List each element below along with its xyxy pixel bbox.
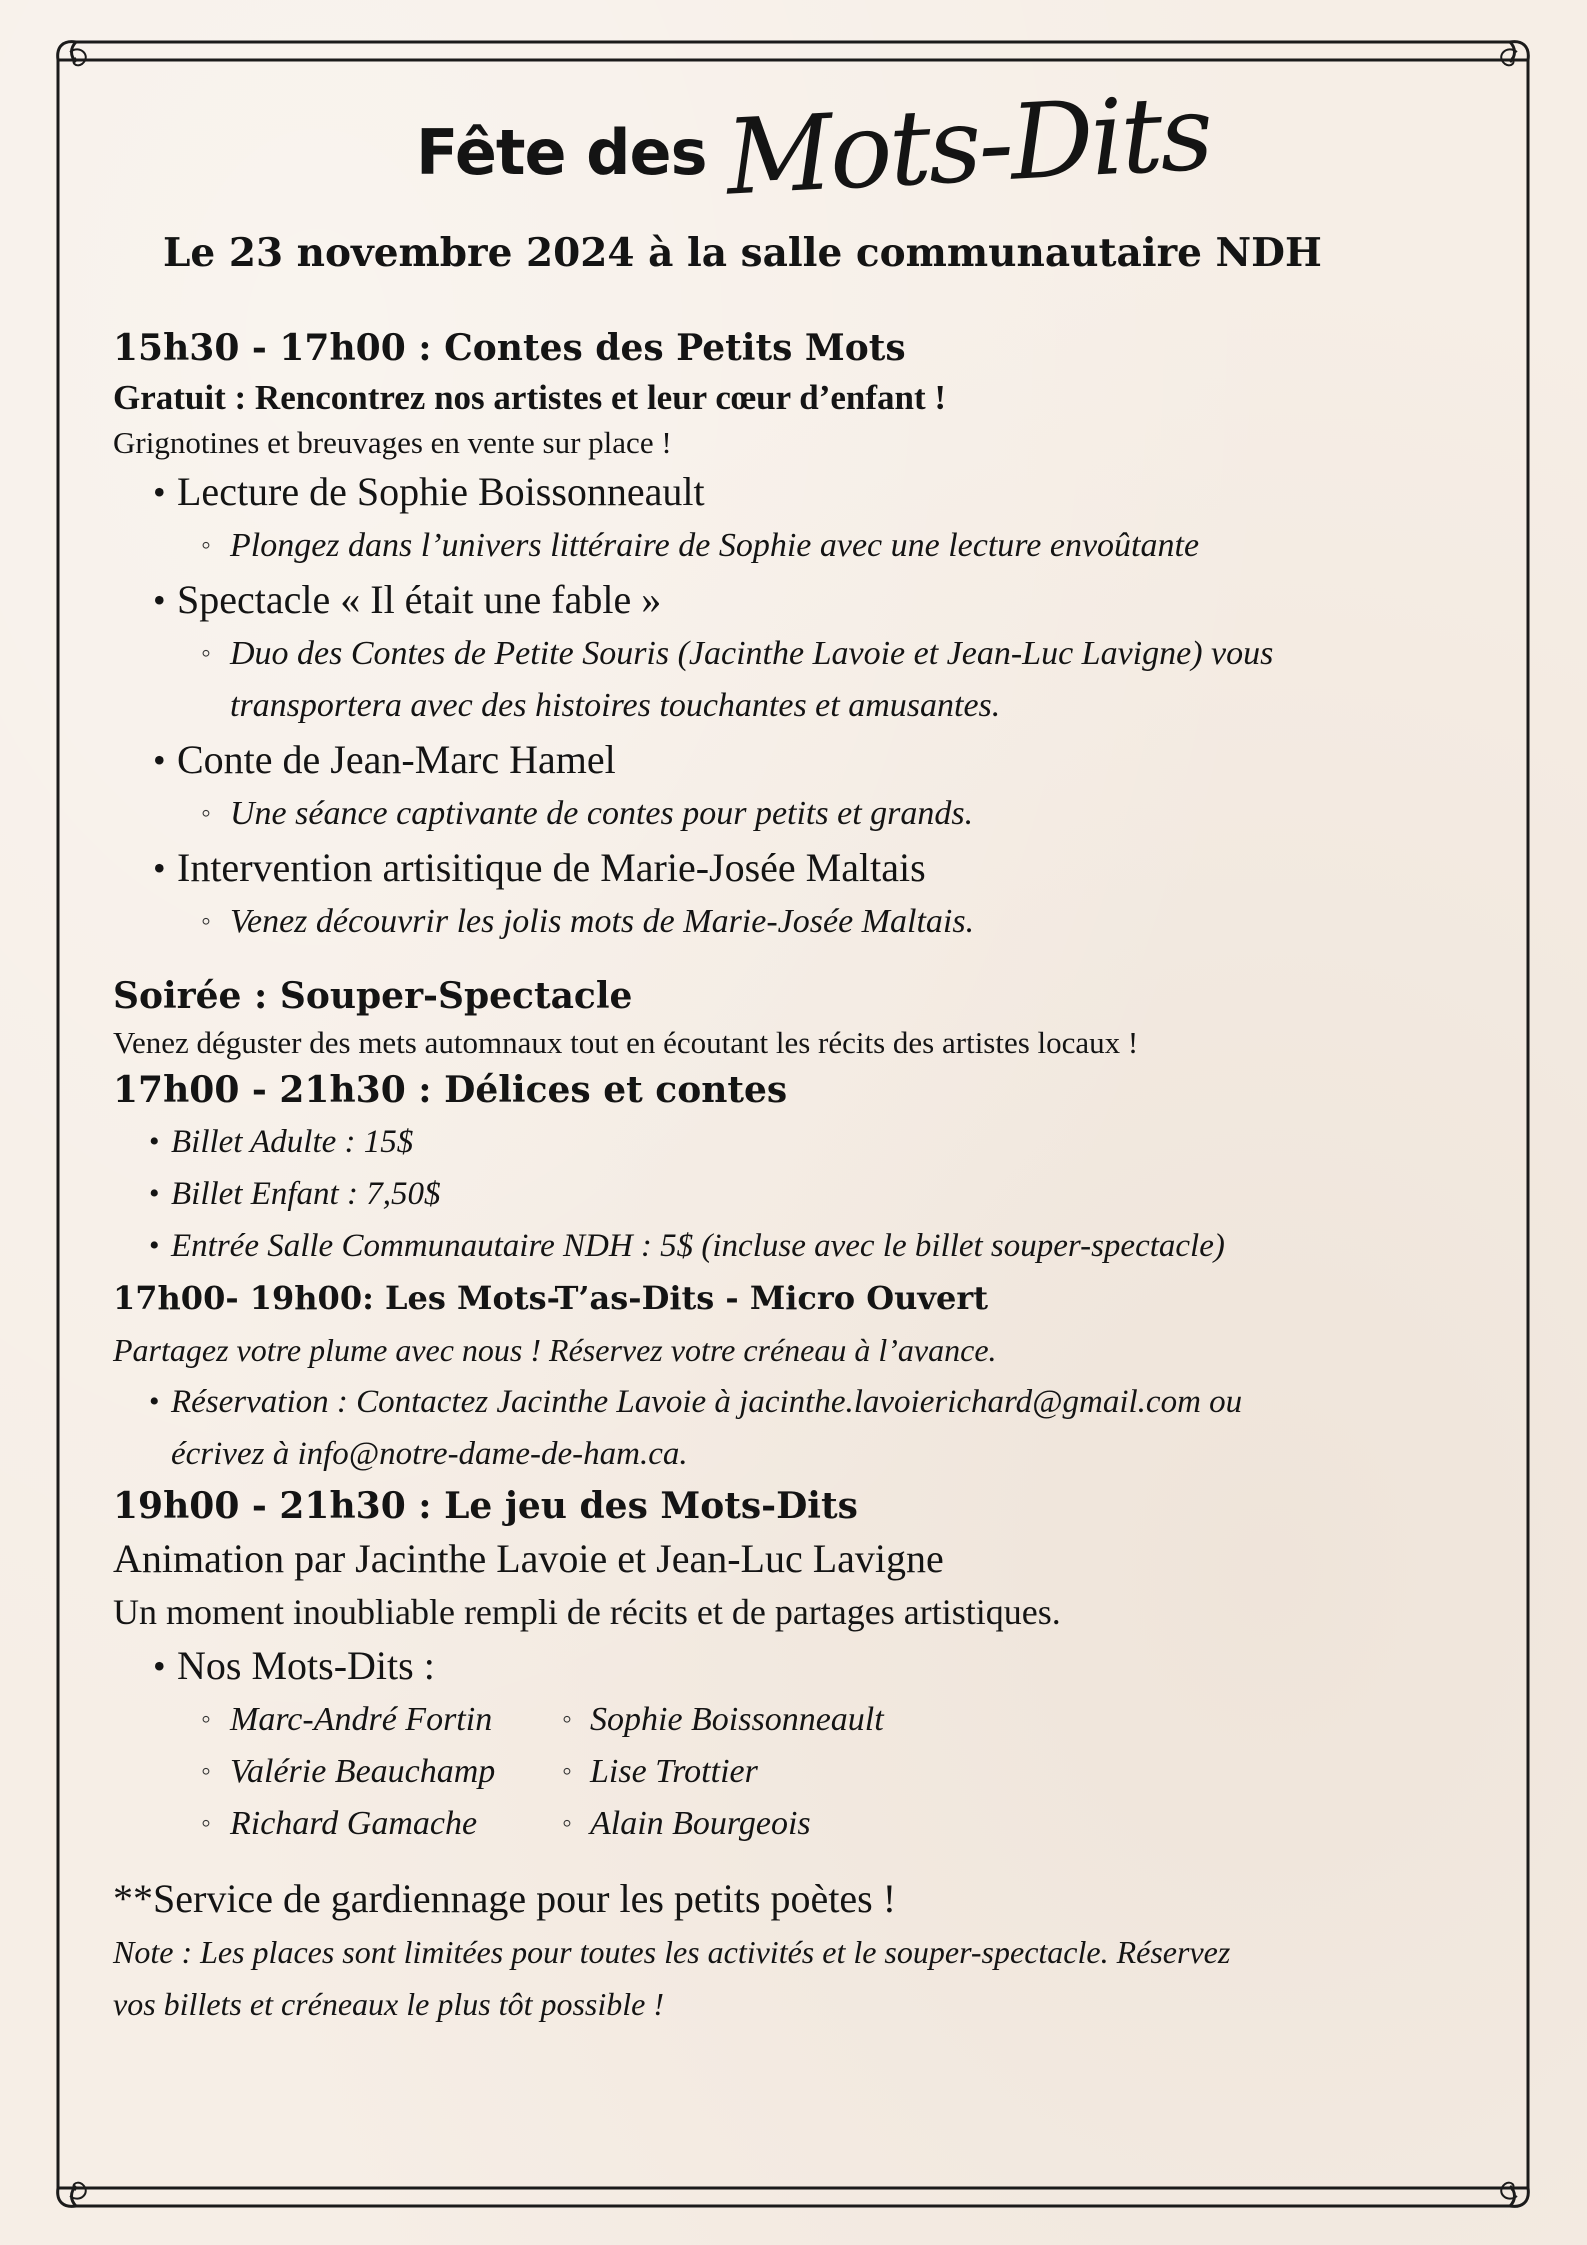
activity-item: • Conte de Jean-Marc Hamel bbox=[113, 732, 1483, 788]
afternoon-activities bbox=[113, 464, 1483, 948]
event-date-location: Le 23 novembre 2024 à la salle communautaire NDH bbox=[163, 230, 1322, 276]
afternoon-section bbox=[113, 322, 1483, 948]
activity-item: • Intervention artisitique de Marie-Josée Maltais bbox=[113, 840, 1483, 896]
mots-dits-list bbox=[113, 1638, 1483, 1694]
game-time-title: 19h00 - 21h30 : Le jeu des Mots-Dits bbox=[113, 1485, 858, 1527]
mots-dits-names bbox=[113, 1694, 1483, 1850]
activity-detail: ◦ Venez découvrir les jolis mots de Marie-Josée Maltais. bbox=[113, 896, 1483, 948]
artist-name: ◦ Marc-André Fortin bbox=[113, 1694, 562, 1746]
price-item: • Billet Adulte : 15$ bbox=[113, 1116, 1483, 1168]
game-description: Un moment inoubliable rempli de récits et de partages artistiques. bbox=[113, 1592, 1061, 1632]
artist-name: ◦ Alain Bourgeois bbox=[562, 1798, 1011, 1850]
activity-detail: ◦ Une séance captivante de contes pour petits et grands. bbox=[113, 788, 1483, 840]
evening-section bbox=[113, 970, 1483, 1850]
artist-name: ◦ Valérie Beauchamp bbox=[113, 1746, 562, 1798]
mots-dits-label: • Nos Mots-Dits : bbox=[113, 1638, 1483, 1694]
title-prefix: Fête des bbox=[416, 116, 707, 189]
names-column-1 bbox=[113, 1694, 562, 1850]
mic-time-title: 17h00- 19h00: Les Mots-T’as-Dits - Micro Ouvert bbox=[113, 1279, 988, 1317]
reservation-email-line: écrivez à info@notre-dame-de-ham.ca. bbox=[171, 1436, 688, 1472]
game-animation: Animation par Jacinthe Lavoie et Jean-Luc Lavigne bbox=[113, 1536, 944, 1581]
reservation-note-line1: Note : Les places sont limitées pour toutes les activités et le souper-spectacle. Réservez bbox=[113, 1934, 1231, 1970]
price-item: • Entrée Salle Communautaire NDH : 5$ (incluse avec le billet souper-spectacle) bbox=[113, 1220, 1483, 1272]
evening-title: Soirée : Souper-Spectacle bbox=[113, 975, 633, 1017]
activity-item: • Lecture de Sophie Boissonneault bbox=[113, 464, 1483, 520]
activity-detail-text: transportera avec des histoires touchantes et amusantes. bbox=[230, 687, 1001, 724]
reservation-note-line2: vos billets et créneaux le plus tôt possible ! bbox=[113, 1986, 664, 2022]
activity-detail: ◦ Plongez dans l’univers littéraire de Sophie avec une lecture envoûtante bbox=[113, 520, 1483, 572]
activity-detail-continued bbox=[113, 680, 1483, 732]
title-script: Mots-Dits bbox=[723, 71, 1214, 219]
babysitting-note: **Service de gardiennage pour les petits poètes ! bbox=[113, 1876, 897, 1921]
artist-name: ◦ Sophie Boissonneault bbox=[562, 1694, 1011, 1746]
ticket-prices bbox=[113, 1116, 1483, 1272]
afternoon-tagline: Gratuit : Rencontrez nos artistes et leur cœur d’enfant ! bbox=[113, 378, 947, 417]
program bbox=[113, 322, 1483, 2030]
reservation-info: • Réservation : Contactez Jacinthe Lavoie à jacinthe.lavoierichard@gmail.com ou bbox=[113, 1376, 1483, 1428]
mic-text: Partagez votre plume avec nous ! Réservez votre créneau à l’avance. bbox=[113, 1332, 997, 1368]
evening-intro: Venez déguster des mets automnaux tout en écoutant les récits des artistes locaux ! bbox=[113, 1025, 1139, 1060]
reservation-info-continued bbox=[113, 1428, 1483, 1480]
footer-section bbox=[113, 1872, 1483, 2030]
afternoon-time-title: 15h30 - 17h00 : Contes des Petits Mots bbox=[113, 327, 906, 369]
names-column-2 bbox=[562, 1694, 1011, 1850]
mic-reservation bbox=[113, 1376, 1483, 1480]
poster-title bbox=[0, 71, 1587, 219]
artist-name: ◦ Lise Trottier bbox=[562, 1746, 1011, 1798]
artist-name: ◦ Richard Gamache bbox=[113, 1798, 562, 1850]
dinner-time-title: 17h00 - 21h30 : Délices et contes bbox=[113, 1069, 788, 1111]
afternoon-note: Grignotines et breuvages en vente sur place ! bbox=[113, 425, 672, 460]
activity-item: • Spectacle « Il était une fable » bbox=[113, 572, 1483, 628]
activity-detail: ◦ Duo des Contes de Petite Souris (Jacinthe Lavoie et Jean-Luc Lavigne) vous bbox=[113, 628, 1483, 680]
price-item: • Billet Enfant : 7,50$ bbox=[113, 1168, 1483, 1220]
